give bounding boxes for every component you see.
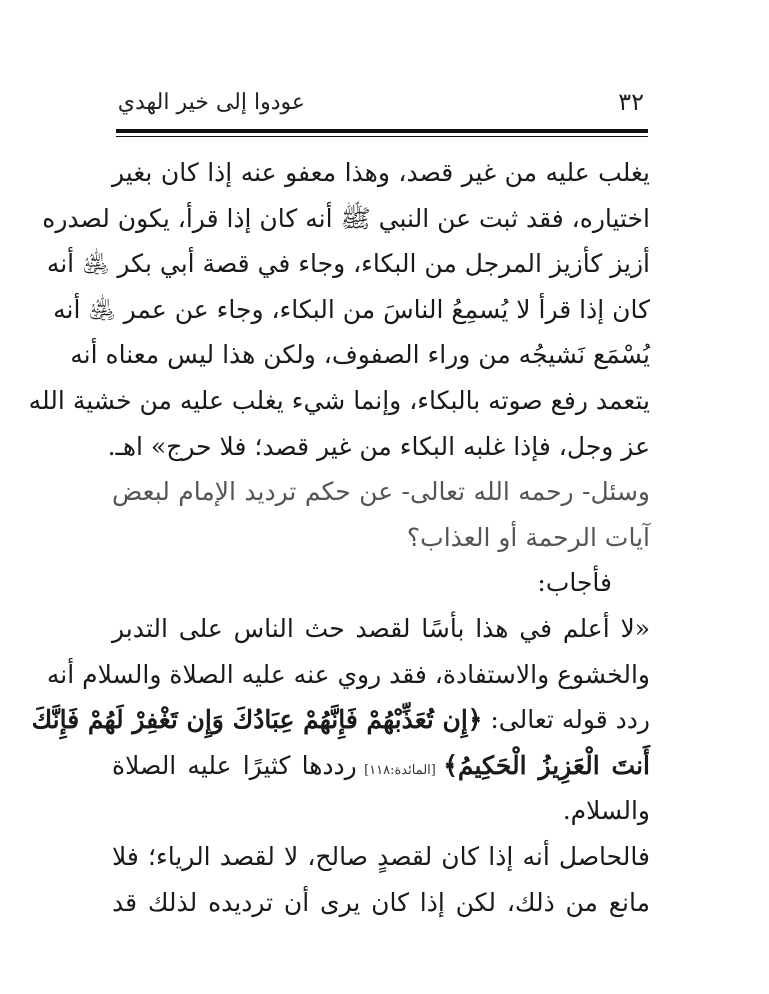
text-line: أزيز كأزيز المرجل من البكاء، وجاء في قصة أبي بكر ﵁ أنه [46, 249, 650, 279]
text-line [112, 743, 650, 789]
text-line: كان إذا قرأ لا يُسمِعُ الناسَ من البكاء، وجاء عن عمر ﵁ أنه [53, 294, 650, 324]
verse-citation: [المائدة:١١٨] [356, 762, 444, 778]
text-line: يُسْمَع نَشيجُه من وراء الصفوف، ولكن هذا ليس معناه أنه [70, 340, 650, 370]
running-header [118, 86, 648, 120]
text-fragment: ردد قوله تعالى: [482, 705, 650, 735]
text-line: والسلام. [562, 796, 650, 826]
question-line: آيات الرحمة أو العذاب؟ [406, 522, 650, 552]
page-number: ٣٢ [618, 88, 644, 116]
text-line: يتعمد رفع صوته بالبكاء، وإنما شيء يغلب عليه من خشية الله [28, 385, 650, 415]
text-line [31, 697, 650, 743]
header-rule [116, 129, 648, 133]
quran-verse: أَنتَ الْعَزِيزُ الْحَكِيمُ﴾ [443, 750, 651, 780]
body-text [28, 150, 651, 925]
text-line: فالحاصل أنه إذا كان لقصدٍ صالح، لا لقصد الرياء؛ فلا [112, 841, 650, 871]
text-line: مانع من ذلك، لكن إذا كان يرى أن ترديده لذلك قد [112, 887, 650, 917]
text-line: اختياره، فقد ثبت عن النبي ﷺ أنه كان إذا قرأ، يكون لصدره [42, 203, 650, 233]
header-rule-thin [116, 136, 648, 137]
text-line: عز وجل، فإذا غلبه البكاء من غير قصد؛ فلا حرج» اهـ. [107, 431, 650, 461]
quran-verse: ﴿إِن تُعَذِّبْهُمْ فَإِنَّهُمْ عِبَادُكَ وَإِن تَغْفِرْ لَهُمْ فَإِنَّكَ [31, 705, 483, 735]
text-line: يغلب عليه من غير قصد، وهذا معفو عنه إذا كان بغير [112, 158, 650, 187]
text-line: «لا أعلم في هذا بأسًا لقصد حث الناس على التدبر [112, 613, 650, 643]
header-title: عودوا إلى خير الهدي [117, 90, 305, 115]
question-line: وسئل- رحمه الله تعالى- عن حكم ترديد الإمام لبعض [112, 477, 650, 507]
text-fragment: رددها كثيرًا عليه الصلاة [112, 750, 357, 780]
text-line: والخشوع والاستفادة، فقد روي عنه عليه الصلاة والسلام أنه [46, 659, 650, 689]
answer-label: فأجاب: [537, 568, 612, 598]
